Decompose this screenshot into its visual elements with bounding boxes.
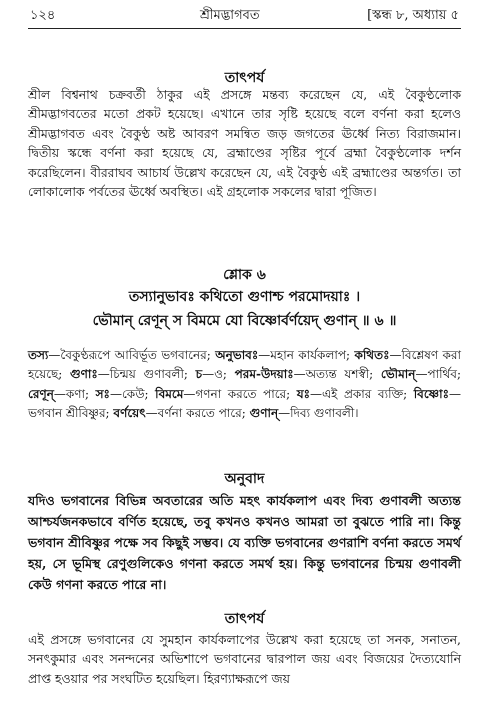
purport-paragraph-2: এই প্রসঙ্গে ভগবানের যে সুমহান কার্যকলাপের উল্লেখ করা হয়েছে তা সনক, সনাতন, সনৎকুমার এবং সনন্দনের অভিশাপে ভগবানের দ্বারপাল জয় এবং বিজয়ের দৈত্যযোনি প্রাপ্ত হওয়ার পর সংঘটিত হয়েছিল। হিরণ্যাক্ষরূপে জয় [28,632,461,686]
synonym-meaning: —অত্যন্ত যশস্বী; [293,367,381,382]
synonym-meaning: —মহান কার্যকলাপ; [258,348,355,362]
synonym-term: সঃ [95,386,110,401]
synonym-meaning: —গণনা করতে পারে; [183,386,297,401]
page-number: ১২৪ [30,8,56,23]
purport-paragraph: শ্রীল বিশ্বনাথ চক্রবর্তী ঠাকুর এই প্রসঙ্গে মন্তব্য করেছেন যে, এই বৈকুণ্ঠলোক শ্রীমদ্ভাগবতের মতো প্রকট হয়েছে। এখানে তার সৃষ্টি হয়েছে বলে বর্ণনা করা হলেও শ্রীমদ্ভাগবত এবং বৈকুণ্ঠ অষ্ট আবরণ সমন্বিত জড় জগতের ঊর্ধ্বে নিত্য বিরাজমান। দ্বিতীয় স্কন্ধে বর্ণনা করা হয়েছে যে, ব্রহ্মাণ্ডের সৃষ্টির পূর্বে ব্রহ্মা বৈকুণ্ঠলোক দর্শন করেছিলেন। বীররাঘব আচার্য উল্লেখ করেছেন যে, এই বৈকুণ্ঠ এই ব্রহ্মাণ্ডের অন্তর্গত। তা লোকালোক পর্বতের ঊর্ধ্বে অবস্থিত। এই গ্রহলোক সকলের দ্বারা পূজিত। [28,87,461,200]
synonym-meaning: —ও; [202,367,235,382]
synonym-meaning: —দিব্য গুণাবলী। [278,406,359,421]
synonym-term: গুণান্ [249,406,279,421]
synonyms-block [28,346,461,424]
synonym-term: কথিতঃ [354,348,390,362]
synonym-term: রেণূন্ [28,386,54,401]
synonym-meaning: —বৈকুণ্ঠরূপে আবির্ভূত ভগবানের; [48,348,216,362]
synonym-meaning: —ভগবান শ্রীবিষ্ণুর; [28,386,461,421]
synonym-term: চ [195,367,203,382]
synonym-term: পরম-উদয়াঃ [234,367,294,382]
synonym-meaning: —কণা; [53,386,96,401]
synonym-meaning: —চিন্ময় গুণাবলী; [97,367,196,382]
purport-heading-2: তাৎপর্য [224,611,265,627]
verse-line-2: ভৌমান্ রেণূন্ স বিমমে যো বিষ্ণোর্বর্ণয়েদ্ গুণান্ ॥ ৬ ॥ [92,313,397,329]
synonym-meaning: —পার্থিব; [415,367,461,382]
synonym-term: বর্ণয়েৎ [113,406,146,421]
purport-heading: তাৎপর্য [224,70,265,86]
verse-heading: শ্লোক ৬ [223,267,266,283]
translation-heading: অনুবাদ [224,471,265,487]
synonym-term: গুণাঃ [69,367,98,382]
translation-paragraph: যদিও ভগবানের বিভিন্ন অবতারের অতি মহৎ কার্যকলাপ এবং দিব্য গুণাবলী অত্যন্ত আশ্চর্যজনকভাবে বর্ণিত হয়েছে, তবু কখনও কখনও আমরা তা বুঝতে পারি না। কিন্তু ভগবান শ্রীবিষ্ণুর পক্ষে সব কিছুই সম্ভব। যে ব্যক্তি ভগবানের গুণরাশি বর্ণনা করতে সমর্থ হয়, সে ভূমিস্থ রেণুগুলিকেও গণনা করতে সমর্থ হয়। কিন্তু ভগবানের চিন্ময় গুণাবলী কেউ গণনা করতে পারে না। [28,493,461,592]
header-rule [28,28,461,29]
synonym-meaning: —কেউ; [109,386,156,401]
synonym-term: ভৌমান্ [380,367,416,382]
synonym-term: তস্য [28,348,49,362]
book-title: শ্রীমদ্ভাগবত [200,8,260,23]
synonym-term: বিমমে [155,386,184,401]
verse-line-1: তস্যানুভাবঃ কথিতো গুণাশ্চ পরমোদয়াঃ । [128,289,361,305]
synonym-meaning: —বর্ণনা করতে পারে; [145,406,250,421]
chapter-reference: [স্কন্ধ ৮, অধ্যায় ৫ [367,8,459,23]
synonym-meaning: —বিশ্লেষণ করা হয়েছে; [28,348,461,382]
synonym-meaning: —এই প্রকার ব্যক্তি; [310,386,414,401]
synonym-term: বিষ্ণোঃ [413,386,449,401]
synonym-term: অনুভাবঃ [215,348,259,362]
synonym-term: যঃ [296,386,311,401]
